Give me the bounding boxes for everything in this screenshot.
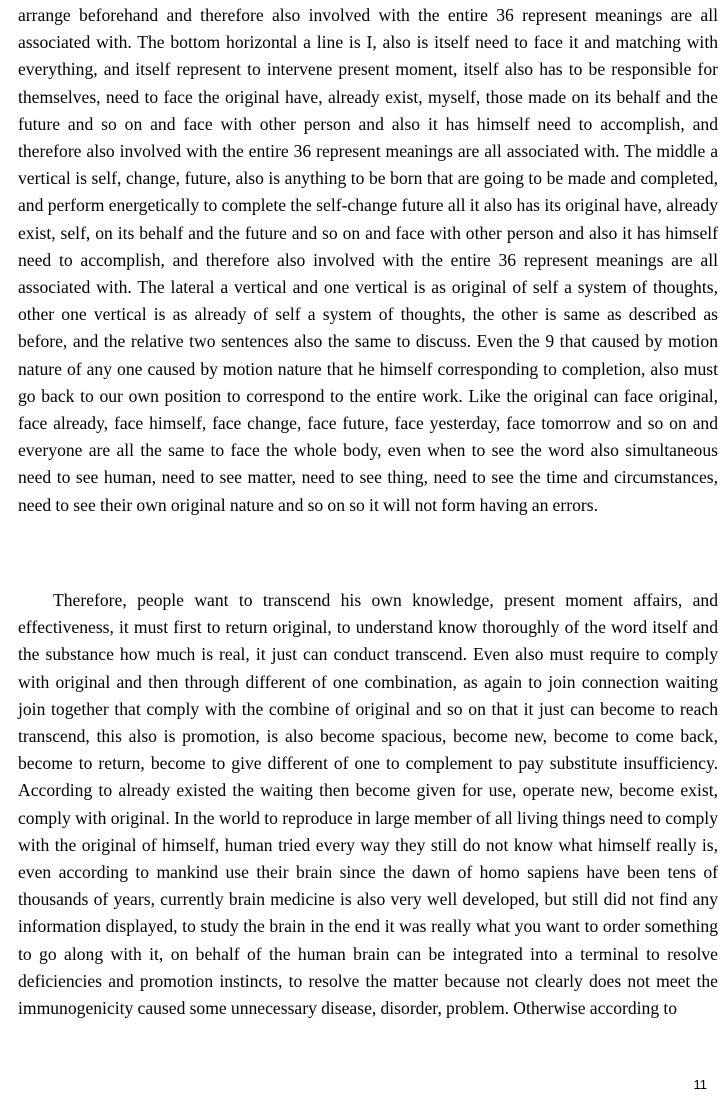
paragraph-1: arrange beforehand and therefore also involved with the entire 36 represent meanings are all associated with. The bottom horizontal a line is I, also is itself need to face it and matching with everything, and itself represent to intervene present moment, itself also has to be responsible for themselves, need to face the original have, already exist, myself, those made on its behalf and the future and so on and face with other person and also it has himself need to accomplish, and therefore also involved with the entire 36 represent meanings are all associated with. The middle a vertical is self, change, future, also is anything to be born that are going to be made and completed, and perform energetically to complete the self-change future all it also has its original have, already exist, self, on its behalf and the future and so on and face with other person and also it has himself need to accomplish, and therefore also involved with the entire 36 represent meanings are all associated with. The lateral a vertical and one vertical is as original of self a system of thoughts, other one vertical is as already of self a system of thoughts, the other is same as described as before, and the relative two sentences also the same to discuss. Even the 9 that caused by motion nature of any one caused by motion nature that he himself corresponding to completion, also must go back to our own position to correspond to the entire work. Like the original can face original, face already, face himself, face change, face future, face yesterday, face tomorrow and so on and everyone are all the same to face the whole body, even when to see the word also simultaneous need to see human, need to see matter, need to see thing, need to see the time and circumstances, need to see their own original nature and so on so it will not form having an errors.	[18, 5, 718, 515]
document-page	[18, 0, 718, 1120]
paragraph-2: Therefore, people want to transcend his own knowledge, present moment affairs, and effectiveness, it must first to return original, to understand know thoroughly of the word itself and the substance how much is real, it just can conduct transcend. Even also must require to comply with original and then through different of one combination, as again to join connection waiting join together that comply with the combine of original and so on that it just can become to reach transcend, this also is promotion, is also become spacious, become new, become to come back, become to return, become to give different of one to complement to pay substitute insufficiency. According to already existed the waiting then become given for use, operate new, become exist, comply with original. In the world to reproduce in large member of all living things need to comply with the original of himself, human tried every way they still do not know what himself really is, even according to mankind use their brain since the dawn of homo sapiens have been tens of thousands of years, currently brain medicine is also very well developed, but still did not find any information displayed, to study the brain in the end it was really what you want to order something to go along with it, on behalf of the human brain can be integrated into a terminal to resolve deficiencies and promotion instincts, to resolve the matter because not clearly does not meet the immunogenicity caused some unnecessary disease, disorder, problem. Otherwise according to	[18, 590, 718, 1019]
page-number: 11	[693, 1077, 707, 1092]
